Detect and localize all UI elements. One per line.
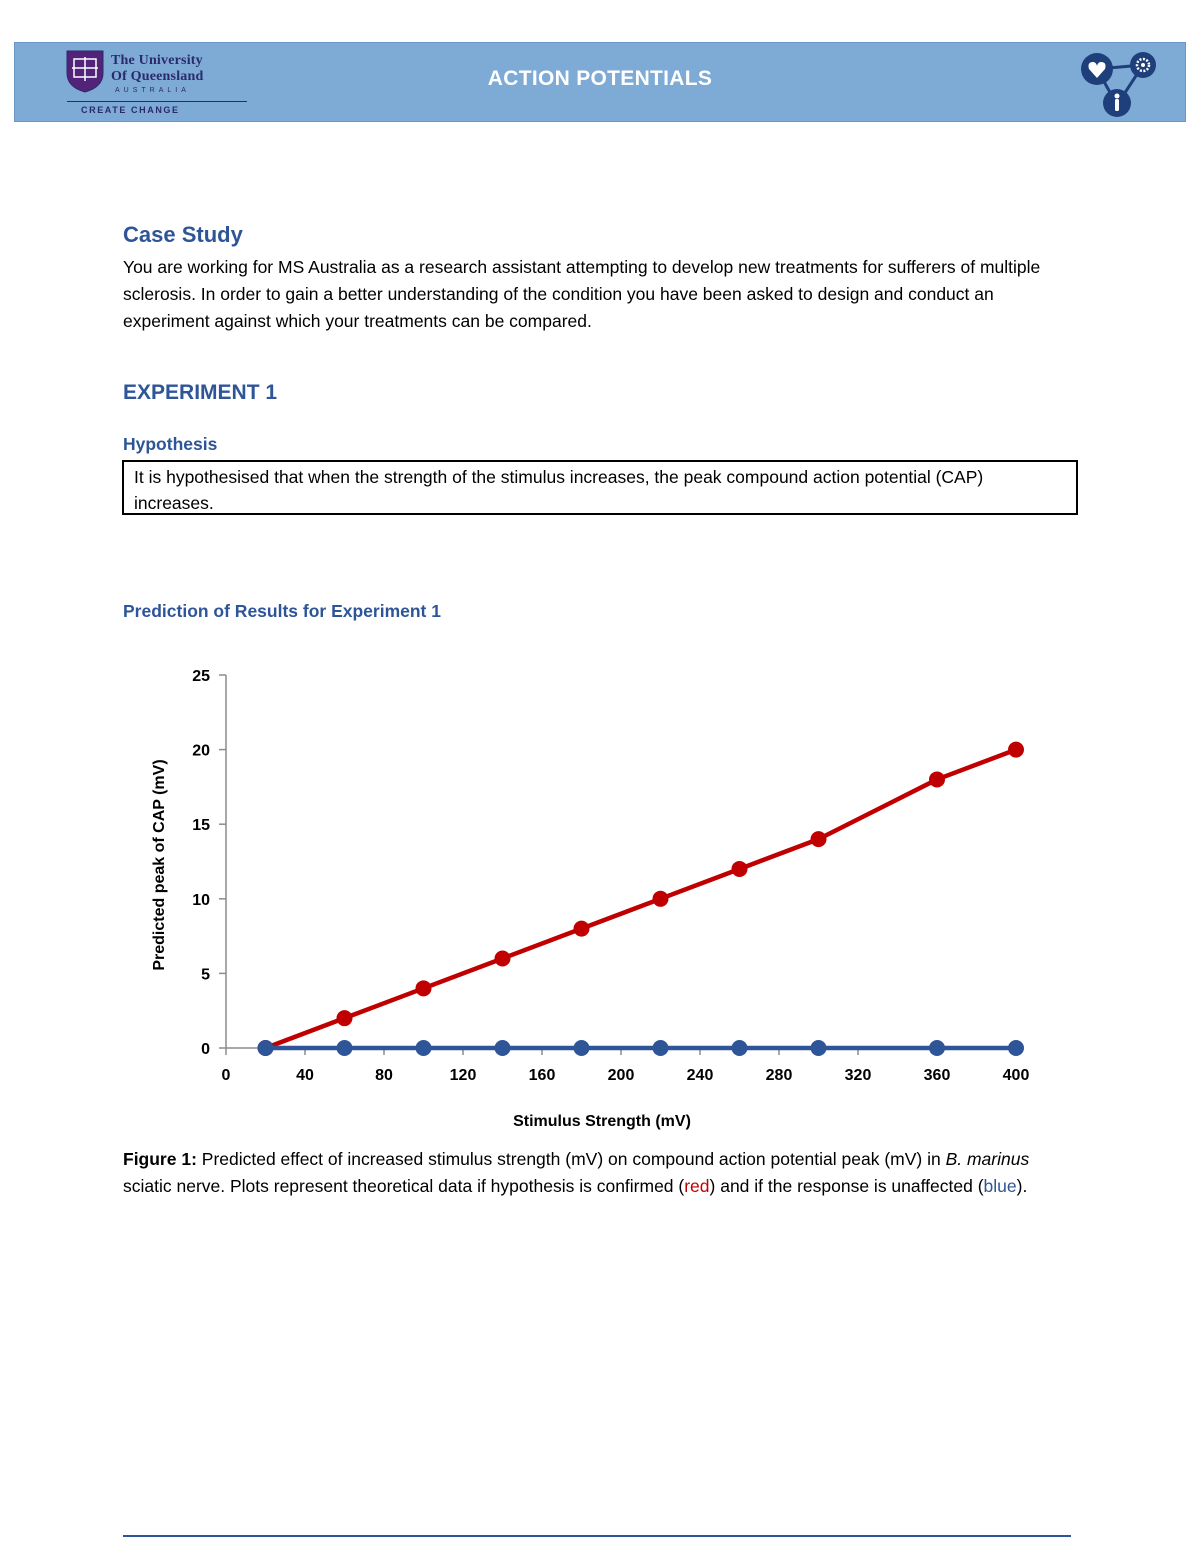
x-tick-label: 200 <box>607 1067 635 1084</box>
data-point <box>732 1040 748 1056</box>
x-tick-label: 320 <box>844 1067 872 1084</box>
figure-caption <box>123 1146 1078 1199</box>
x-axis-label: Stimulus Strength (mV) <box>513 1113 691 1130</box>
data-point <box>653 1040 669 1056</box>
data-point <box>1008 1040 1024 1056</box>
data-point <box>653 891 669 907</box>
caption-blue-word: blue <box>983 1175 1017 1196</box>
page-title: ACTION POTENTIALS <box>487 67 713 90</box>
caption-text-4: ). <box>1016 1175 1028 1196</box>
case-study-heading: Case Study <box>123 222 243 247</box>
series-line <box>266 750 1017 1048</box>
series-red <box>258 742 1025 1056</box>
hypothesis-text: It is hypothesised that when the strength of the stimulus increases, the peak compound action potential (CAP) increases. <box>134 467 984 513</box>
data-point <box>929 771 945 787</box>
y-tick-label: 0 <box>201 1041 210 1058</box>
logo-line-2: Of Queensland <box>111 69 204 84</box>
caption-text-3: ) and if the response is unaffected ( <box>709 1175 984 1196</box>
x-tick-label: 0 <box>221 1067 231 1084</box>
x-tick-label: 80 <box>375 1067 393 1084</box>
logo-tagline: CREATE CHANGE <box>81 105 180 115</box>
data-point <box>811 831 827 847</box>
data-point <box>1008 742 1024 758</box>
data-point <box>574 921 590 937</box>
series-blue <box>258 1040 1025 1056</box>
banner-icon-cluster <box>1067 47 1167 119</box>
data-point <box>929 1040 945 1056</box>
x-tick-label: 400 <box>1002 1067 1030 1084</box>
hypothesis-box <box>122 460 1078 515</box>
case-study-body: You are working for MS Australia as a research assistant attempting to develop new treatments for sufferers of multiple sclerosis. In order to gain a better understanding of the condition you have been asked to design and conduct an experiment against which your treatments can be compared. <box>123 257 1041 331</box>
person-icon <box>1103 89 1131 117</box>
caption-species: B. marinus <box>945 1149 1030 1169</box>
x-tick-label: 360 <box>923 1067 951 1084</box>
chart-tick-labels <box>192 668 1029 1084</box>
hypothesis-heading: Hypothesis <box>123 434 218 454</box>
experiment-heading: EXPERIMENT 1 <box>123 381 278 404</box>
data-point <box>574 1040 590 1056</box>
x-tick-label: 240 <box>686 1067 714 1084</box>
caption-red-word: red <box>684 1175 710 1196</box>
x-tick-label: 280 <box>765 1067 793 1084</box>
data-point <box>337 1040 353 1056</box>
chart-axes <box>219 675 1016 1055</box>
y-tick-label: 5 <box>201 966 210 984</box>
prediction-heading: Prediction of Results for Experiment 1 <box>123 601 441 621</box>
caption-label: Figure 1: <box>123 1149 197 1169</box>
prediction-chart <box>140 655 1050 1135</box>
caption-text-2: sciatic nerve. Plots represent theoretical data if hypothesis is confirmed ( <box>123 1175 685 1196</box>
chart-series <box>258 742 1025 1056</box>
data-point <box>811 1040 827 1056</box>
header-banner <box>14 42 1186 122</box>
gear-icon <box>1130 52 1156 78</box>
data-point <box>732 861 748 877</box>
data-point <box>416 980 432 996</box>
y-tick-label: 20 <box>192 742 210 760</box>
x-tick-label: 120 <box>449 1067 477 1084</box>
logo-line-1: The University <box>111 53 203 68</box>
heart-icon <box>1081 53 1113 85</box>
x-tick-label: 40 <box>296 1067 314 1084</box>
y-tick-label: 15 <box>192 817 210 835</box>
y-tick-label: 10 <box>192 891 210 909</box>
data-point <box>337 1010 353 1026</box>
caption-text-1: Predicted effect of increased stimulus strength (mV) on compound action potential peak (mV) in <box>196 1149 946 1169</box>
data-point <box>495 950 511 966</box>
data-point <box>495 1040 511 1056</box>
y-tick-label: 25 <box>192 668 210 685</box>
data-point <box>258 1040 274 1056</box>
logo-divider <box>67 101 247 102</box>
footer-rule <box>123 1535 1071 1537</box>
data-point <box>416 1040 432 1056</box>
x-tick-label: 160 <box>528 1067 556 1084</box>
logo-line-3: AUSTRALIA <box>115 87 190 94</box>
y-axis-label: Predicted peak of CAP (mV) <box>151 759 168 971</box>
